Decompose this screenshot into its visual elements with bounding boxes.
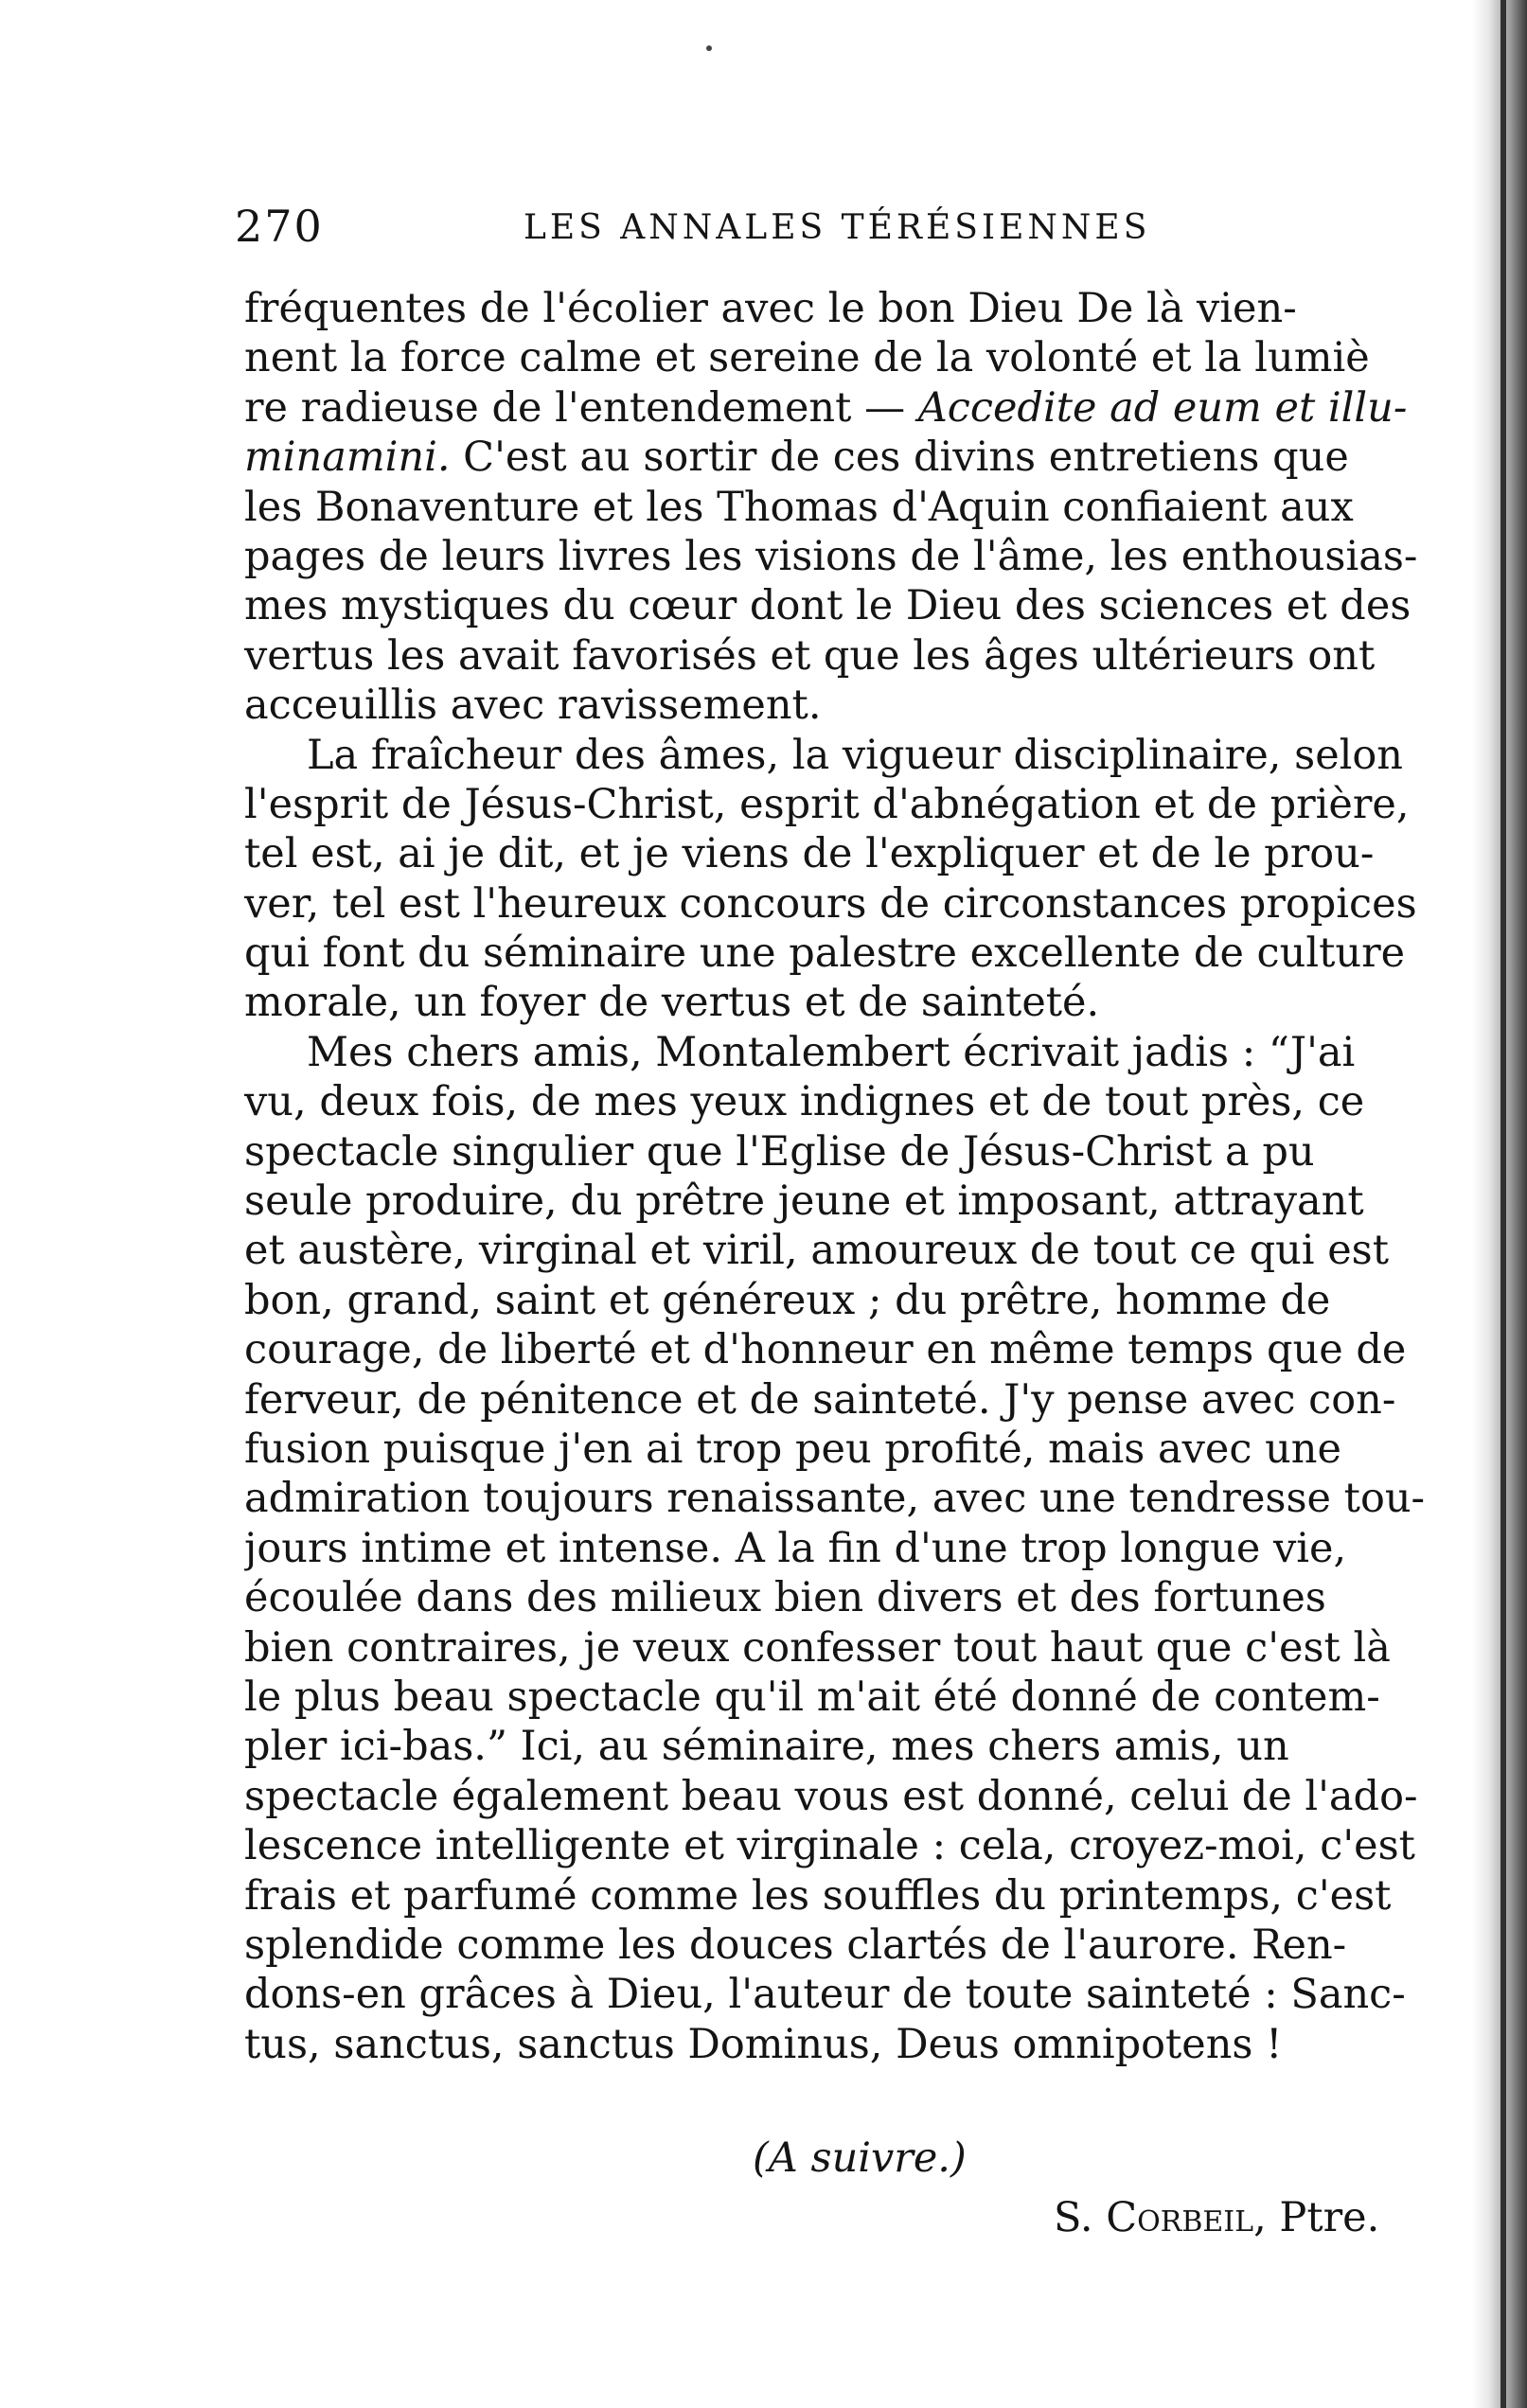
- text-line: Mes chers amis, Montalembert écrivait jadis : “J'ai: [307, 1028, 1356, 1076]
- running-title: LES ANNALES TÉRÉSIENNES: [524, 208, 1151, 247]
- paragraph-1: [244, 284, 1465, 731]
- to-be-continued: (A suivre.): [753, 2134, 967, 2182]
- body-text: [244, 284, 1465, 2069]
- signature-text: S. Corbeil, Ptre.: [1054, 2194, 1380, 2241]
- text-line: fréquentes de l'écolier avec le bon Dieu De là vien-: [244, 285, 1297, 332]
- text-line-prefix: re radieuse de l'entendement —: [244, 383, 918, 432]
- text-line: morale, un foyer de vertus et de sainteté.: [244, 979, 1100, 1027]
- text-line: splendide comme les douces clartés de l'aurore. Ren-: [244, 1921, 1347, 1969]
- text-line: courage, de liberté et d'honneur en même temps que de: [244, 1326, 1407, 1374]
- page-header: [235, 201, 1305, 257]
- text-line: vu, deux fois, de mes yeux indignes et de tout près, ce: [244, 1078, 1365, 1126]
- text-line: vertus les avait favorisés et que les âges ultérieurs ont: [244, 631, 1376, 680]
- text-line: dons-en grâces à Dieu, l'auteur de toute sainteté : Sanc-: [244, 1971, 1406, 2019]
- text-line: acceuillis avec ravissement.: [244, 682, 822, 730]
- text-line: tus, sanctus, sanctus Dominus, Deus omnipotens !: [244, 2020, 1283, 2068]
- latin-quote: Accedite ad eum et illu-: [917, 383, 1408, 432]
- closing-block: [0, 2134, 1527, 2191]
- text-line: qui font du séminaire une palestre excellente de culture: [244, 930, 1406, 978]
- text-line: pages de leurs livres les visions de l'âme, les enthousias-: [244, 532, 1418, 580]
- text-line: spectacle singulier que l'Eglise de Jésus-Christ a pu: [244, 1127, 1315, 1176]
- text-line: l'esprit de Jésus-Christ, esprit d'abnégation et de prière,: [244, 780, 1410, 828]
- latin-quote: minamini.: [244, 434, 451, 482]
- text-line: pler ici-bas.” Ici, au séminaire, mes chers amis, un: [244, 1723, 1289, 1771]
- binding-edge: [1500, 0, 1506, 2408]
- signature-surname: Corbeil: [1106, 2194, 1254, 2241]
- page-number: 270: [235, 201, 324, 252]
- paragraph-2: [244, 731, 1465, 1028]
- binding-shadow: [1472, 0, 1527, 2408]
- text-line: bon, grand, saint et généreux ; du prêtre, homme de: [244, 1276, 1331, 1324]
- text-line: jours intime et intense. A la fin d'une trop longue vie,: [244, 1524, 1347, 1572]
- text-line: spectacle également beau vous est donné, celui de l'ado-: [244, 1772, 1418, 1820]
- author-signature: [1054, 2194, 1379, 2241]
- text-line: [244, 433, 1465, 482]
- text-line: ferveur, de pénitence et de sainteté. J'y pense avec con-: [244, 1375, 1396, 1424]
- text-line: le plus beau spectacle qu'il m'ait été donné de contem-: [244, 1673, 1380, 1721]
- text-line: frais et parfumé comme les souffles du printemps, c'est: [244, 1871, 1392, 1920]
- text-line-suffix: C'est au sortir de ces divins entretiens que: [450, 434, 1349, 482]
- text-line: lescence intelligente et virginale : cela, croyez-moi, c'est: [244, 1822, 1415, 1870]
- text-line: mes mystiques du cœur dont le Dieu des sciences et des: [244, 582, 1412, 630]
- text-line: ver, tel est l'heureux concours de circonstances propices: [244, 879, 1417, 928]
- text-line: [244, 383, 1465, 433]
- paragraph-3: [244, 1028, 1465, 2069]
- text-line: La fraîcheur des âmes, la vigueur disciplinaire, selon: [307, 731, 1403, 779]
- text-line: admiration toujours renaissante, avec une tendresse tou-: [244, 1475, 1426, 1523]
- text-line: fusion puisque j'en ai trop peu profité, mais avec une: [244, 1425, 1341, 1473]
- text-line: seule produire, du prêtre jeune et imposant, attrayant: [244, 1177, 1364, 1226]
- text-line: et austère, virginal et viril, amoureux de tout ce qui est: [244, 1227, 1390, 1275]
- scan-speck: [706, 45, 712, 51]
- text-line: bien contraires, je veux confesser tout haut que c'est là: [244, 1623, 1391, 1672]
- text-line: nent la force calme et sereine de la volonté et la lumiè: [244, 334, 1370, 382]
- text-line: tel est, ai je dit, et je viens de l'expliquer et de le prou-: [244, 830, 1375, 878]
- text-line: écoulée dans des milieux bien divers et des fortunes: [244, 1574, 1326, 1622]
- text-line: les Bonaventure et les Thomas d'Aquin confiaient aux: [244, 483, 1354, 531]
